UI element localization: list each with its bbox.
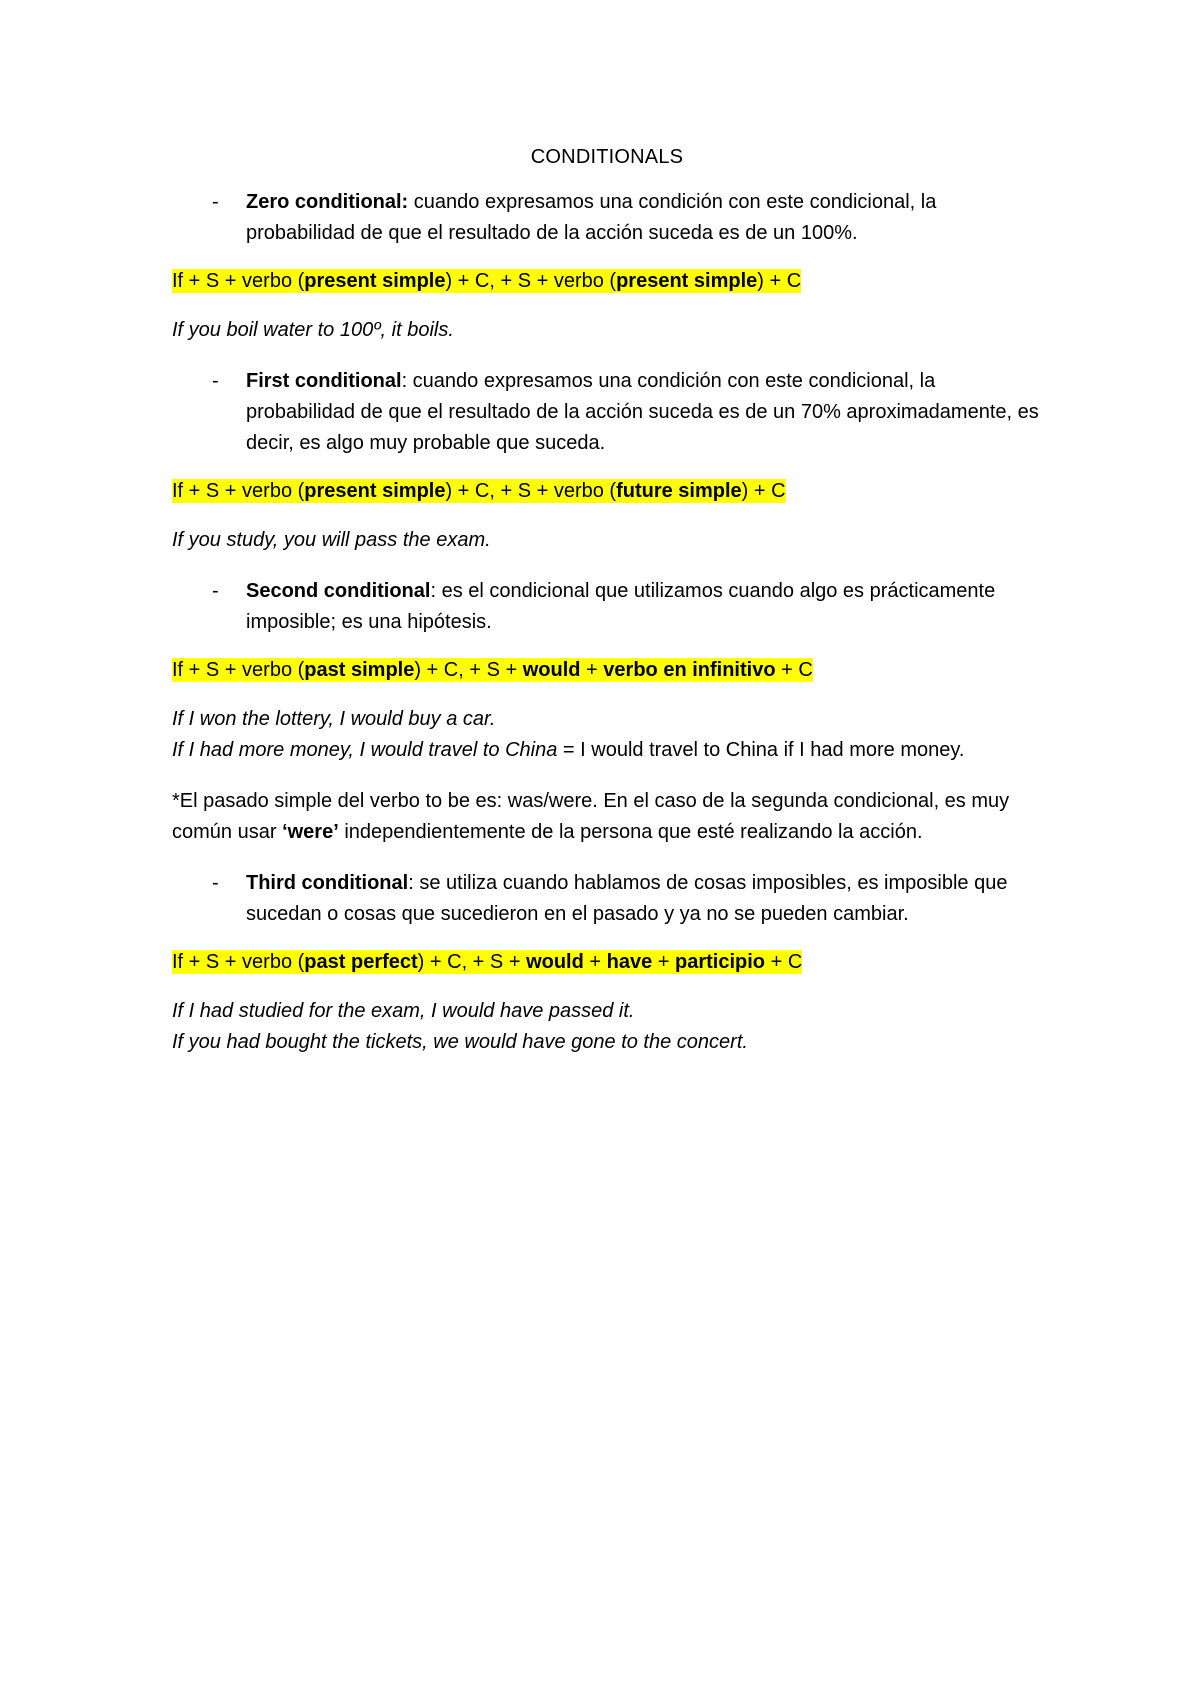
zero-conditional-formula bbox=[172, 266, 1042, 297]
zero-conditional-example: If you boil water to 100º, it boils. bbox=[172, 319, 454, 341]
example-plain-part: = I would travel to China if I had more money. bbox=[557, 739, 965, 761]
formula-text: + bbox=[583, 951, 607, 973]
third-conditional-example-1: If I had studied for the exam, I would have passed it. bbox=[172, 1000, 635, 1022]
second-conditional-description: : es el condicional que utilizamos cuando algo es prácticamente imposible; es una hipótesis. bbox=[246, 580, 996, 633]
formula-tense: past simple bbox=[304, 659, 415, 681]
note-emphasis: ‘were’ bbox=[282, 821, 339, 843]
second-conditional-example-2 bbox=[172, 735, 1042, 766]
third-conditional-term: Third conditional bbox=[246, 872, 409, 894]
example-italic-part: If I had more money, I would travel to China bbox=[172, 739, 558, 761]
formula-text: ) + C, + S + bbox=[414, 659, 523, 681]
formula-text: If + S + verbo ( bbox=[172, 480, 305, 502]
formula-text: + C bbox=[765, 951, 803, 973]
formula-text: If + S + verbo ( bbox=[172, 659, 305, 681]
formula-text: If + S + verbo ( bbox=[172, 951, 305, 973]
formula-keyword: have bbox=[606, 951, 653, 973]
third-conditional-item bbox=[172, 868, 1042, 930]
third-conditional-description: : se utiliza cuando hablamos de cosas imposibles, es imposible que sucedan o cosas que sucedieron en el pasado y ya no se pueden cambiar. bbox=[246, 872, 1008, 925]
formula-tense: present simple bbox=[616, 270, 758, 292]
second-conditional-item bbox=[172, 576, 1042, 638]
bullet-dash: - bbox=[212, 580, 219, 602]
formula-text: ) + C, + S + bbox=[417, 951, 527, 973]
formula-text: ) + C bbox=[741, 480, 786, 502]
third-conditional-formula bbox=[172, 947, 1042, 978]
second-conditional-note bbox=[172, 786, 1042, 848]
page-title: CONDITIONALS bbox=[530, 146, 684, 168]
second-conditional-example-1: If I won the lottery, I would buy a car. bbox=[172, 708, 496, 730]
bullet-dash: - bbox=[212, 872, 219, 894]
first-conditional-example: If you study, you will pass the exam. bbox=[172, 529, 491, 551]
bullet-dash: - bbox=[212, 370, 219, 392]
zero-conditional-term: Zero conditional: bbox=[246, 191, 409, 213]
formula-keyword: verbo en infinitivo bbox=[603, 659, 776, 681]
note-text: independientemente de la persona que esté realizando la acción. bbox=[338, 821, 923, 843]
formula-keyword: would bbox=[526, 951, 584, 973]
formula-text: ) + C, + S + verbo ( bbox=[445, 480, 617, 502]
formula-text: + C bbox=[775, 659, 813, 681]
first-conditional-item bbox=[172, 366, 1042, 459]
formula-text: + bbox=[652, 951, 676, 973]
formula-keyword: would bbox=[522, 659, 581, 681]
note-text: *El pasado simple del verbo to be es: was/were. En el caso de la segunda condicional, es muy común usar bbox=[172, 790, 1010, 843]
formula-text: ) + C bbox=[757, 270, 802, 292]
formula-text: ) + C, + S + verbo ( bbox=[445, 270, 617, 292]
formula-tense: present simple bbox=[304, 270, 446, 292]
first-conditional-term: First conditional bbox=[246, 370, 402, 392]
first-conditional-formula bbox=[172, 476, 1042, 507]
formula-tense: past perfect bbox=[304, 951, 418, 973]
zero-conditional-item bbox=[172, 187, 1042, 249]
bullet-dash: - bbox=[212, 191, 219, 213]
formula-keyword: participio bbox=[675, 951, 766, 973]
first-conditional-description: : cuando expresamos una condición con este condicional, la probabilidad de que el resultado de la acción suceda es de un 70% aproximadamente, es decir, es algo muy probable que suceda. bbox=[246, 370, 1039, 454]
third-conditional-examples bbox=[172, 996, 1042, 1058]
formula-text: + bbox=[580, 659, 604, 681]
formula-tense: future simple bbox=[616, 480, 742, 502]
second-conditional-term: Second conditional bbox=[246, 580, 431, 602]
second-conditional-examples bbox=[172, 704, 1042, 766]
third-conditional-example-2: If you had bought the tickets, we would have gone to the concert. bbox=[172, 1031, 748, 1053]
second-conditional-formula bbox=[172, 655, 1042, 686]
formula-tense: present simple bbox=[304, 480, 446, 502]
document-body bbox=[172, 142, 1042, 1078]
formula-text: If + S + verbo ( bbox=[172, 270, 305, 292]
zero-conditional-description: cuando expresamos una condición con este condicional, la probabilidad de que el resultado de la acción suceda es de un 100%. bbox=[246, 191, 937, 244]
